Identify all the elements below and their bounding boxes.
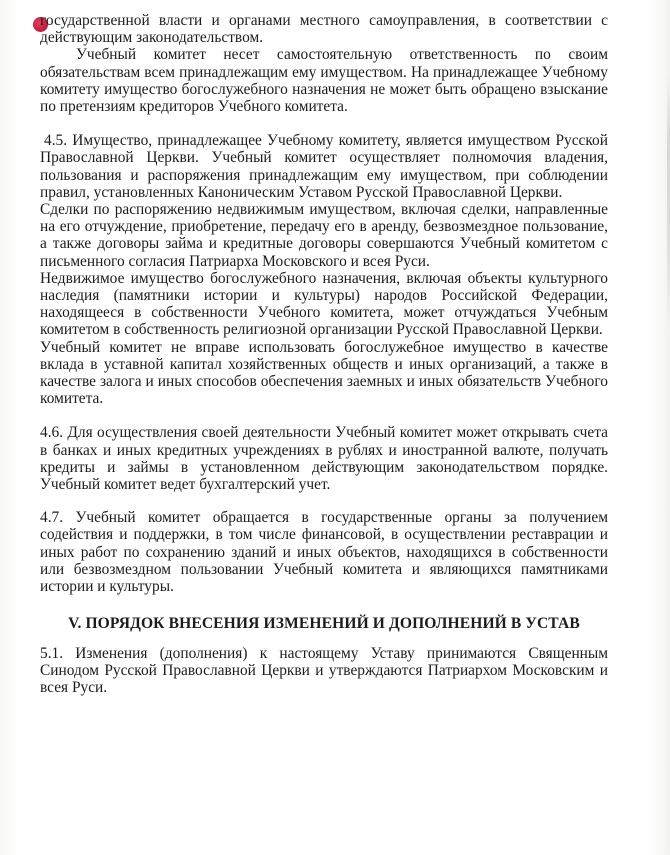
clause-5-1: 5.1. Изменения (дополнения) к настоящему Уставу принимаются Священным Синодом Русской Православной Церкви и утверждаются Патриархом Московским и всея Руси.: [40, 644, 608, 696]
clause-4-6: 4.6. Для осуществления своей деятельности Учебный комитет может открывать счета в банках и иных кредитных учреждениях в рублях и иностранной валюте, получать кредиты и займы в установленном действующим законодательством порядке. Учебный комитет ведет бухгалтерский учет.: [40, 424, 608, 494]
paragraph-transactions: Сделки по распоряжению недвижимым имуществом, включая сделки, направленные на его отчуждение, приобретение, передачу его в аренду, безвозмездное пользование, а также договоры займа и кредитные договоры совершаются Учебный комитетом с письменного согласия Патриарха Московского и всея Руси.: [40, 201, 608, 270]
document-body: [40, 12, 608, 696]
clause-4-5: 4.5. Имущество, принадлежащее Учебному комитету, является имуществом Русской Православной Церкви. Учебный комитет осуществляет полномочия владения, пользования и распоряжения принадлежащим ему имуществом, при соблюдении правил, установленных Каноническим Уставом Русской Православной Церкви.: [40, 132, 608, 201]
paragraph-liability: Учебный комитет несет самостоятельную ответственность по своим обязательствам всем принадлежащим ему имуществом. На принадлежащее Учебному комитету имущество богослужебного назначения не может быть обращено взыскание по претензиям кредиторов Учебного комитета.: [40, 46, 608, 116]
clause-4-7: 4.7. Учебный комитет обращается в государственные органы за получением содействия и поддержки, в том числе финансовой, в осуществлении реставрации и иных работ по сохранению зданий и иных объектов, находящихся в собственности или безвозмездном пользовании Учебный комитета и являющихся памятниками истории и культуры.: [40, 509, 608, 596]
section-heading-v: V. ПОРЯДОК ВНЕСЕНИЯ ИЗМЕНЕНИЙ И ДОПОЛНЕНИЙ В УСТАВ: [68, 615, 580, 633]
paragraph-real-estate: Недвижимое имущество богослужебного назначения, включая объекты культурного наследия (памятники истории и культуры) народов Российской Федерации, находящееся в собственности Учебного комитета, может отчуждаться Учебным комитетом в собственность религиозной организации Русской Православной Церкви.: [40, 269, 608, 339]
paragraph-liturgical-property: Учебный комитет не вправе использовать богослужебное имущество в качестве вклада в уставной капитал хозяйственных обществ и иных организаций, а также в качестве залога и иных способов обеспечения заемных и иных обязательств Учебного комитета.: [40, 338, 608, 408]
paragraph-continuation: государственной власти и органами местного самоуправления, в соответствии с действующим законодательством.: [40, 12, 608, 47]
